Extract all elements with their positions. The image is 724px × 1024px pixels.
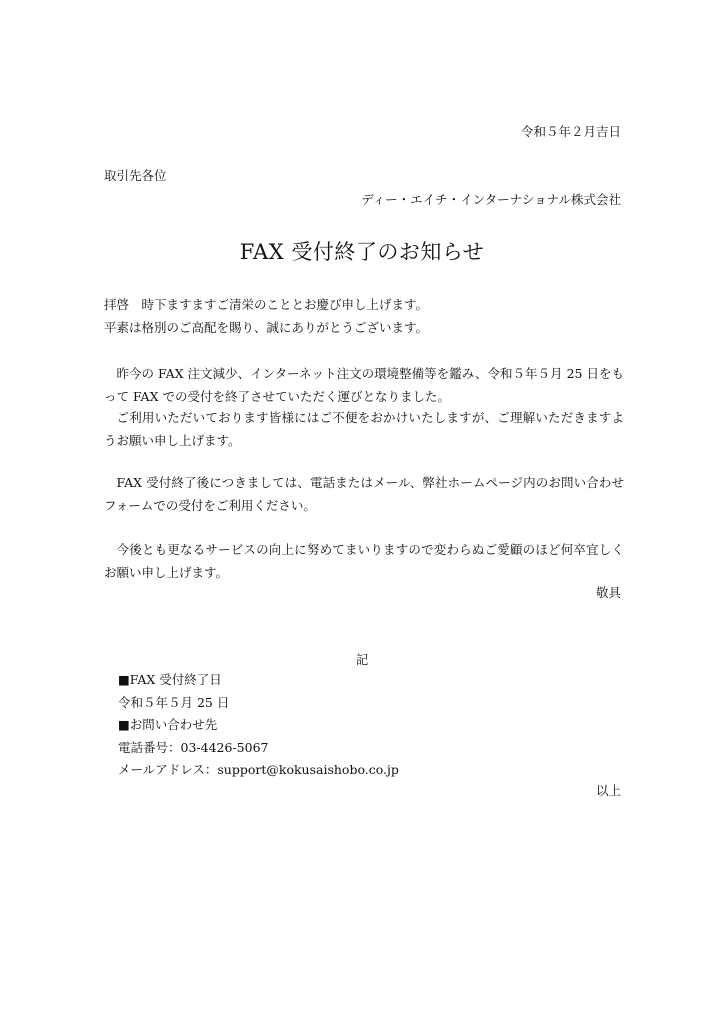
detail-email: メールアドレス：support@kokusaishobo.co.jp [118, 762, 399, 777]
document-title: FAX 受付終了のお知らせ [239, 240, 485, 264]
letter-date: 令和５年２月吉日 [520, 124, 621, 139]
recipient-line: 取引先各位 [104, 168, 167, 183]
greeting-line-2: 平素は格別のご高配を賜り、誠にありがとうございます。 [104, 320, 429, 335]
sender-company: ディー・エイチ・インターナショナル株式会社 [361, 192, 621, 207]
body-paragraph-3: FAX 受付終了後につきましては、電話またはメール、弊社ホームページ内のお問い合わせフォームでの受付をご利用ください。 [104, 475, 624, 513]
body-paragraph-4: 今後とも更なるサービスの向上に努めてまいりますので変わらぬご愛顧のほど何卒宜しくお願い申し上げます。 [104, 542, 624, 580]
greeting-line-1: 拝啓 時下ますますご清栄のこととお慶び申し上げます。 [104, 297, 429, 312]
end-mark-ijo: 以上 [595, 783, 621, 798]
closing-keigu: 敬具 [595, 585, 621, 600]
detail-phone: 電話番号：03-4426-5067 [118, 740, 269, 755]
detail-end-heading: ■FAX 受付終了日 [118, 672, 222, 687]
body-paragraph-2: ご利用いただいております皆様にはご不便をおかけいたしますが、ご理解いただきますようお願い申し上げます。 [104, 410, 624, 448]
body-paragraph-1: 昨今の FAX 注文減少、インターネット注文の環境整備等を鑑み、令和５年５月 25 日をもって FAX での受付を終了させていただく運びとなりました。 [104, 366, 624, 404]
detail-end-date: 令和５年５月 25 日 [118, 695, 230, 710]
detail-contact-heading: ■お問い合わせ先 [118, 717, 218, 732]
ki-heading: 記 [355, 652, 369, 667]
